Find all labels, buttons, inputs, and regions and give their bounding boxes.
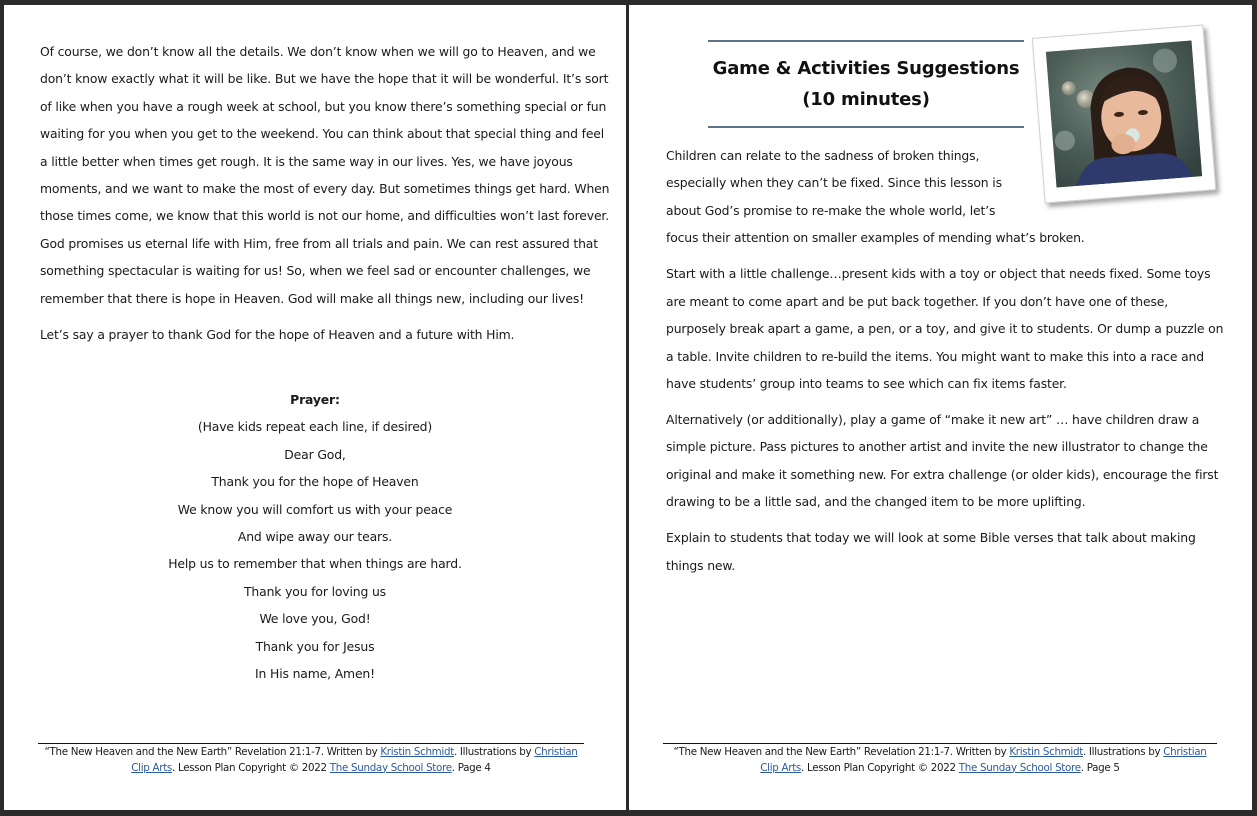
page-footer	[38, 743, 584, 776]
footer-text: . Illustrations by	[1082, 746, 1164, 758]
prayer-line: Thank you for Jesus	[255, 638, 375, 654]
prayer-line: (Have kids repeat each line, if desired)	[197, 419, 433, 435]
page-number: . Page 5	[1080, 761, 1120, 774]
prayer-line: In His name, Amen!	[255, 666, 375, 682]
paragraph-art-game: Alternatively (or additionally), play a game of “make it new art” … have children draw a simple picture. Pass pictures to another artist and invite the new illustrator to change the original and make it something new. For extra challenge (or older kids), encourage the first drawing to be a little sad, and the changed item to be more uplifting.	[666, 412, 1219, 510]
intro-line: about God’s promise to re-make the whole world, let’s	[666, 202, 996, 218]
intro-line: especially when they can’t be fixed. Since this lesson is	[666, 175, 1002, 191]
prayer-line: Dear God,	[284, 446, 346, 462]
left-body-text	[40, 38, 610, 357]
paragraph-hope: Of course, we don’t know all the details. We don’t know when we will go to Heaven, and we don’t know exactly what it will be like. But we have the hope that it will be wonderful. It’s sort of like when you have a rough week at school, but you know there’s something special or fun waiting for you when you get to the weekend. You can think about that special thing and feel a little better when times get rough. It is the same way in our lives. Yes, we have joyous moments, and we want to make the most of every day. But sometimes things get hard. When those times come, we know that this world is not our home, and difficulties won’t last forever. God promises us eternal life with Him, free from all trials and pain. We can rest assured that something spectacular is waiting for us! So, when we feel sad or encounter challenges, we remember that there is hope in Heaven. God will make all things new, including our lives!	[40, 44, 610, 306]
page-number: . Page 4	[451, 761, 491, 774]
intro-line: focus their attention on smaller examples of mending what’s broken.	[666, 230, 1085, 246]
page-5	[629, 5, 1252, 810]
prayer-line: Thank you for loving us	[244, 583, 386, 599]
section-duration: (10 minutes)	[802, 89, 930, 110]
right-body-text	[666, 142, 1226, 588]
prayer-title: Prayer:	[290, 392, 340, 407]
paragraph-prayer-intro: Let’s say a prayer to thank God for the hope of Heaven and a future with Him.	[40, 326, 515, 342]
prayer-line: We love you, God!	[259, 611, 371, 627]
store-link[interactable]: The Sunday School Store	[958, 761, 1081, 774]
author-link[interactable]: Kristin Schmidt	[1009, 746, 1083, 758]
section-title	[708, 42, 1024, 126]
footer-text: “The New Heaven and the New Earth” Revelation 21:1-7. Written by	[44, 746, 381, 758]
illustrator-link[interactable]: Christian Clip Arts	[760, 746, 1207, 774]
prayer-line: And wipe away our tears.	[237, 529, 393, 545]
page-4	[4, 5, 626, 810]
section-heading	[708, 40, 1024, 128]
prayer-line: Help us to remember that when things are hard.	[168, 556, 462, 572]
footer-text: . Lesson Plan Copyright © 2022	[172, 761, 330, 774]
author-link[interactable]: Kristin Schmidt	[380, 746, 454, 758]
prayer-line: Thank you for the hope of Heaven	[211, 474, 419, 490]
store-link[interactable]: The Sunday School Store	[329, 761, 452, 774]
footer-text: . Illustrations by	[453, 746, 535, 758]
paragraph-explain: Explain to students that today we will look at some Bible verses that talk about making things new.	[666, 530, 1196, 573]
heading-bottom-rule	[708, 126, 1024, 128]
intro-line: Children can relate to the sadness of broken things,	[666, 148, 980, 163]
page-footer	[663, 743, 1217, 776]
footer-text: “The New Heaven and the New Earth” Revelation 21:1-7. Written by	[673, 746, 1010, 758]
paragraph-challenge: Start with a little challenge…present kids with a toy or object that needs fixed. Some toys are meant to come apart and be put back together. If you don’t have one of these, purposely break apart a game, a pen, or a toy, and give it to students. Or dump a puzzle on a table. Invite children to re-build the items. You might want to make this into a race and have students’ group into teams to see which can fix items faster.	[666, 266, 1224, 391]
paragraph-intro	[666, 142, 1226, 252]
section-title-line: Game & Activities Suggestions	[712, 58, 1020, 79]
footer-text: . Lesson Plan Copyright © 2022	[801, 761, 959, 774]
prayer-block	[40, 386, 590, 687]
illustrator-link[interactable]: Christian Clip Arts	[131, 746, 578, 774]
prayer-line: We know you will comfort us with your peace	[177, 501, 453, 517]
